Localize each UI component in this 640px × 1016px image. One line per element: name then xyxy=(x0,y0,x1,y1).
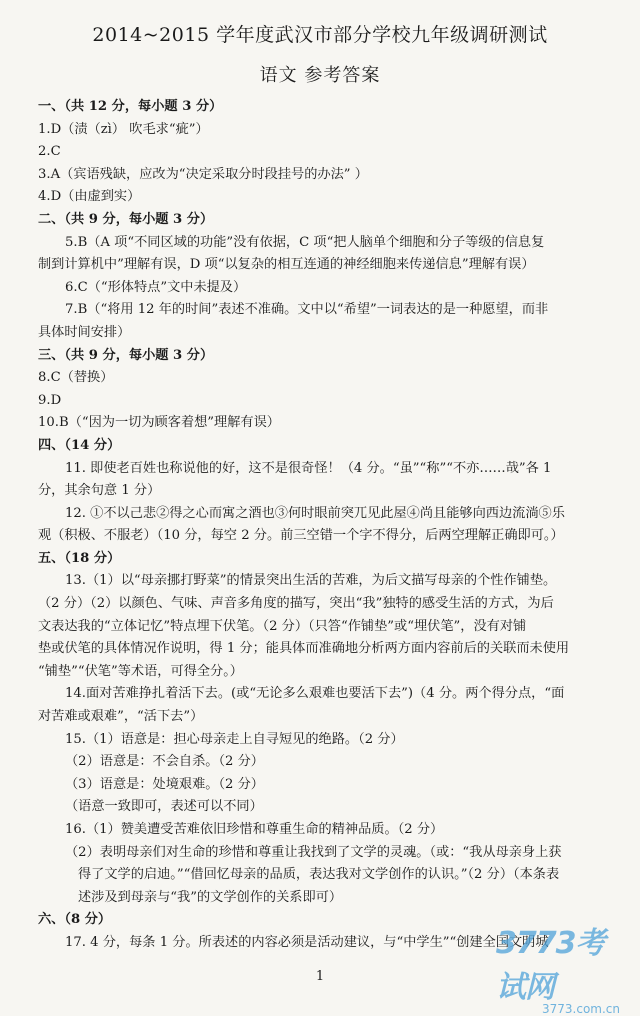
answer-line: 7.B（“将用 12 年的时间”表述不准确。文中以“希望”一词表达的是一种愿望，而非 xyxy=(65,302,549,318)
answer-line: 16.（1）赞美遭受苦难依旧珍惜和尊重生命的精神品质。（2 分） xyxy=(65,822,444,837)
answer-line: 4.D（由虚到实） xyxy=(38,189,141,205)
answer-line: 8.C（替换） xyxy=(38,370,114,386)
answer-line: 12. ①不以己悲②得之心而寓之酒也③何时眼前突兀见此屋④尚且能够向西边流淌⑤乐 xyxy=(65,505,565,521)
answer-line: 1.D（渍（zì） 吹毛求“疵”） xyxy=(38,121,209,137)
page-title: 2014~2015 学年度武汉市部分学校九年级调研测试 xyxy=(92,24,548,46)
answer-line: 3.A（宾语残缺，应改为“决定采取分时段挂号的办法” ） xyxy=(38,166,368,182)
answer-line: 14.面对苦难挣扎着活下去。(或“无论多么艰难也要活下去”)（4 分。两个得分点，“面 xyxy=(65,686,565,702)
answer-line: （3）语意是：处境艰难。（2 分） xyxy=(65,776,264,792)
answer-content xyxy=(38,96,608,955)
answer-line: 17. 4 分，每条 1 分。所表述的内容必须是活动建议，与“中学生”“创建全国文明城 xyxy=(65,934,549,950)
answer-line: 15.（1）语意是：担心母亲走上自寻短见的绝路。（2 分） xyxy=(65,731,404,747)
answer-line: 文表达我的“立体记忆”特点埋下伏笔。（2 分）（只答“作铺垫”或“埋伏笔”，没有对铺 xyxy=(38,618,527,634)
page-subtitle: 语文 参考答案 xyxy=(259,65,381,86)
answer-line: 观（积极、不服老）（10 分，每空 2 分。前三空错一个字不得分，后两空理解正确即可。） xyxy=(38,528,564,544)
answer-line: 得了文学的启迪。”“借回忆母亲的品质，表达我对文学创作的认识。”（2 分）（本条表 xyxy=(78,867,560,883)
watermark-sub-text: 3773.com.cn xyxy=(542,1002,620,1016)
watermark-logo xyxy=(496,918,626,1016)
answer-line: （2 分）（2）以颜色、气味、声音多角度的描写，突出“我”独特的感受生活的方式，为后 xyxy=(38,596,554,612)
page-number: 1 xyxy=(315,969,325,984)
answer-line: 垫或伏笔的具体情况作说明，得 1 分；能具体而准确地分析两方面内容前后的关联而未使用 xyxy=(38,641,570,657)
answer-line: 11. 即使老百姓也称说他的好，这不是很奇怪！（4 分。“虽”“称”“不亦……哉”各 1 xyxy=(65,460,552,476)
answer-line: 6.C（“形体特点”文中未提及） xyxy=(65,279,247,295)
section-heading: 五、（18 分） xyxy=(38,550,121,566)
section-heading: 一、（共 12 分，每小题 3 分） xyxy=(38,99,223,114)
answer-line: 分，其余句意 1 分） xyxy=(38,483,161,499)
answer-line: 5.B（A 项“不同区域的功能”没有依据，C 项“把人脑单个细胞和分子等级的信息复 xyxy=(65,234,545,250)
answer-line: （2）表明母亲们对生命的珍惜和尊重让我找到了文学的灵魂。（或：“我从母亲身上获 xyxy=(65,844,562,860)
answer-line: 9.D xyxy=(38,392,62,408)
section-heading: 二、（共 9 分，每小题 3 分） xyxy=(38,211,214,227)
answer-line: 对苦难或艰难”，“活下去”） xyxy=(38,709,204,725)
answer-line: 制到计算机中”理解有误，D 项“以复杂的相互连通的神经细胞来传递信息”理解有误） xyxy=(38,257,535,273)
answer-line: （语意一致即可，表述可以不同） xyxy=(65,799,263,815)
watermark-main-text: 3773考试网 xyxy=(496,926,605,1005)
answer-line: 13.（1）以“母亲挪打野菜”的情景突出生活的苦难，为后文描写母亲的个性作铺垫。 xyxy=(65,573,557,589)
answer-line: 2.C xyxy=(38,144,61,160)
answer-line: 具体时间安排） xyxy=(38,324,131,340)
answer-line: （2）语意是：不会自杀。（2 分） xyxy=(65,754,264,770)
answer-line: 述涉及到母亲与“我”的文学创作的关系即可） xyxy=(78,889,343,905)
section-heading: 六、（8 分） xyxy=(38,912,112,928)
section-heading: 三、（共 9 分，每小题 3 分） xyxy=(38,347,214,363)
section-heading: 四、（14 分） xyxy=(38,437,121,453)
answer-line: 10.B（“因为一切为顾客着想”理解有误） xyxy=(38,415,280,431)
answer-line: “铺垫”“伏笔”等术语，可得全分。） xyxy=(38,663,243,679)
